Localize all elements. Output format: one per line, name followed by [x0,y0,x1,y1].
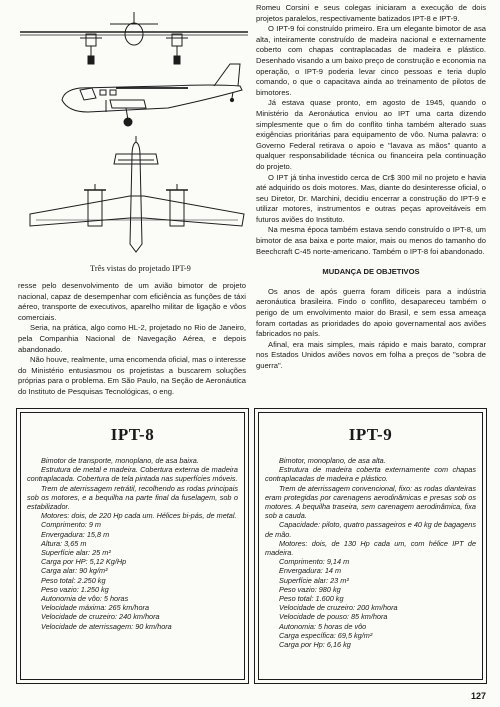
right-paragraph-5: Na mesma época também estava sendo construído o IPT-8, um bimotor de asa baixa e porte maior, mais ou menos do tamanho do Beechcraft C-45 norte-americano. Também o IPT-8 foi abandonado. [256,225,486,256]
right-paragraph-6: Os anos de após guerra foram difíceis para a indústria aeronáutica brasileira. Findo o conflito, desapareceu também o perigo de um envolvimento maior do Brasil, e sem essa ameaça foram cortadas as prioridades do apoio governamental aos aviões fabricados no país. [256,286,486,339]
ipt9-spec-wing-area: Superfície alar: 23 m² [279,575,349,585]
ipt9-spec-wingspan: Envergadura: 14 m [279,566,342,576]
aircraft-three-view-figure [18,4,250,276]
right-paragraph-2: O IPT-9 foi construído primeiro. Era um elegante bimotor de asa alta, inteiramente construído de madeira nacional e externamente coberto com chapas contraplacadas de madeira e plástico. Desenhado visando a um baixo preço de construção e economia na operação, o IPT-9 poderia levar cinco pessoas e teria duplo comando, o que o capacitava ainda ao treinamento de pilotos de bimotores. [256,24,486,97]
ipt9-spec-landing-speed: Velocidade de pouso: 85 km/hora [279,612,388,622]
ipt9-spec-wing-loading: Carga específica: 69,5 kg/m² [279,630,373,640]
ipt8-structure: Estrutura de metal e madeira. Cobertura externa de madeira contraplacada. Cobertura de tela pintada nas superfícies móveis. [27,465,238,484]
ipt9-capacity: Capacidade: piloto, quatro passageiros e 40 kg de bagagens de mão. [265,520,476,539]
front-view [20,12,248,64]
ipt8-engines: Motores: dois, de 220 Hp cada um. Hélices bi-pás, de metal. [41,511,237,521]
ipt9-description: Bimotor, monoplano, de asa alta. [279,456,386,465]
ipt9-spec-power-loading: Carga por Hp: 6,16 kg [279,640,351,650]
ipt9-title: IPT-9 [348,425,393,444]
ipt8-description: Bimotor de transporte, monoplano, de asa baixa. [41,456,199,465]
ipt9-engines: Motores: dois, de 130 Hp cada um, com hélice IPT de madeira. [265,538,476,558]
side-view [62,64,242,126]
left-column-text [18,281,246,398]
right-column-text [256,3,486,372]
ipt9-spec-endurance: Autonomia: 5 horas de vôo [279,621,367,631]
ipt8-spec-wing-area: Superfície alar: 25 m² [41,548,111,558]
ipt8-spec-empty-weight: Peso vazio: 1.250 kg [41,584,109,594]
ipt9-spec-length: Comprimento: 9,14 m [279,557,350,567]
right-paragraph-1: Romeu Corsini e seus colegas iniciaram a execução de dois projetos paralelos, respectivamente batizados IPT-8 e IPT-9. [256,3,486,23]
ipt8-spec-power-loading: Carga por HP: 5,12 Kg/Hp [41,557,127,567]
ipt8-spec-landing-speed: Velocidade de aterrissagem: 90 km/hora [41,621,172,631]
right-paragraph-3: Já estava quase pronto, em agosto de 1945, quando o Ministério da Aeronáutica enviou ao IPT uma carta dizendo simplesmente que o fim do conflito tinha também alterado suas exigências prioritárias para equipamento de vôo. Numa palavra: o Governo Federal retirava o apoio e "lavava as mãos" quanto a qualquer responsabilidade técnica ou financeira pela continuação do projeto. [256,98,486,171]
page-number: 127 [470,691,486,701]
ipt8-title: IPT-8 [110,425,155,444]
top-view [30,136,244,252]
ipt8-spec-body [27,456,238,631]
right-paragraph-7: Afinal, era mais simples, mais rápido e mais barato, comprar nos Estados Unidos aviões novos em folha a preços de "sobra de guerra". [256,339,486,370]
section-subheading: MUDANÇA DE OBJETIVOS [322,267,420,277]
ipt9-spec-body [265,456,476,649]
ipt8-spec-wingspan: Envergadura: 15,8 m [41,529,110,539]
ipt9-spec-cruise-speed: Velocidade de cruzeiro: 200 km/hora [279,603,398,613]
ipt8-spec-cruise-speed: Velocidade de cruzeiro: 240 km/hora [41,612,160,622]
left-paragraph-2: Seria, na prática, algo como HL-2, projetado no Rio de Janeiro, pela Companhia Nacional de Navegação Aérea, e depois abandonado. [18,323,246,354]
ipt9-landing-gear: Trem de aterrissagem convencional, fixo: as rodas dianteiras eram protegidas por carenagens aerodinâmicas e presas sob os motores. A bequilha traseira, sem carenagem aerodinâmica, fixa sob a cauda. [265,483,476,521]
ipt9-structure: Estrutura de madeira coberta externamente com chapas contraplacadas de madeira e plástico. [265,465,476,484]
ipt8-spec-total-weight: Peso total: 2.250 kg [41,575,106,585]
left-paragraph-3: Não houve, realmente, uma encomenda oficial, mas o interesse do Ministério entusiasmou os projetistas a buscarem soluções próprias para o problema. Em São Paulo, na Seção de Aeronáutica do Instituto de Pesquisas Tecnológicas, o eng. [18,355,246,396]
ipt8-spec-wing-loading: Carga alar: 90 kg/m² [41,566,108,576]
ipt9-spec-total-weight: Peso total: 1.600 kg [279,594,344,604]
right-paragraph-4: O IPT já tinha investido cerca de Cr$ 300 mil no projeto e havia até adquirido os dois motores. Mas, diante do desinteresse oficial, o seu Diretor, Dr. Marchini, decidiu encerrar a construção do IPT-9 e utilizar motores, instrumentos e outras peças aproveitáveis em futuros aviões do Instituto. [256,172,486,224]
ipt9-spec-box [254,408,487,684]
left-paragraph-1: resse pelo desenvolvimento de um avião bimotor de projeto nacional, capaz de desempenhar com eficiência as funções de táxi aéreo, transporte de executivos, aparelho militar de ligação e vôos comerciais. [18,281,246,322]
ipt9-drawing [18,4,250,260]
ipt9-spec-empty-weight: Peso vazio: 980 kg [279,584,341,594]
ipt8-spec-height: Altura: 3,65 m [41,538,87,548]
ipt8-spec-endurance: Autonomia de vôo: 5 horas [41,594,129,604]
ipt8-landing-gear: Trem de aterrissagem retrátil, recolhendo as rodas principais sob os motores, e a bequilha na parte final da fuselagem, sob o estabilizador. [27,483,238,512]
figure-caption: Três vistas do projetado IPT-9 [90,264,191,273]
ipt8-spec-max-speed: Velocidade máxima: 265 km/hora [41,603,150,613]
ipt8-spec-length: Comprimento: 9 m [41,520,102,530]
ipt8-spec-box [16,408,249,684]
